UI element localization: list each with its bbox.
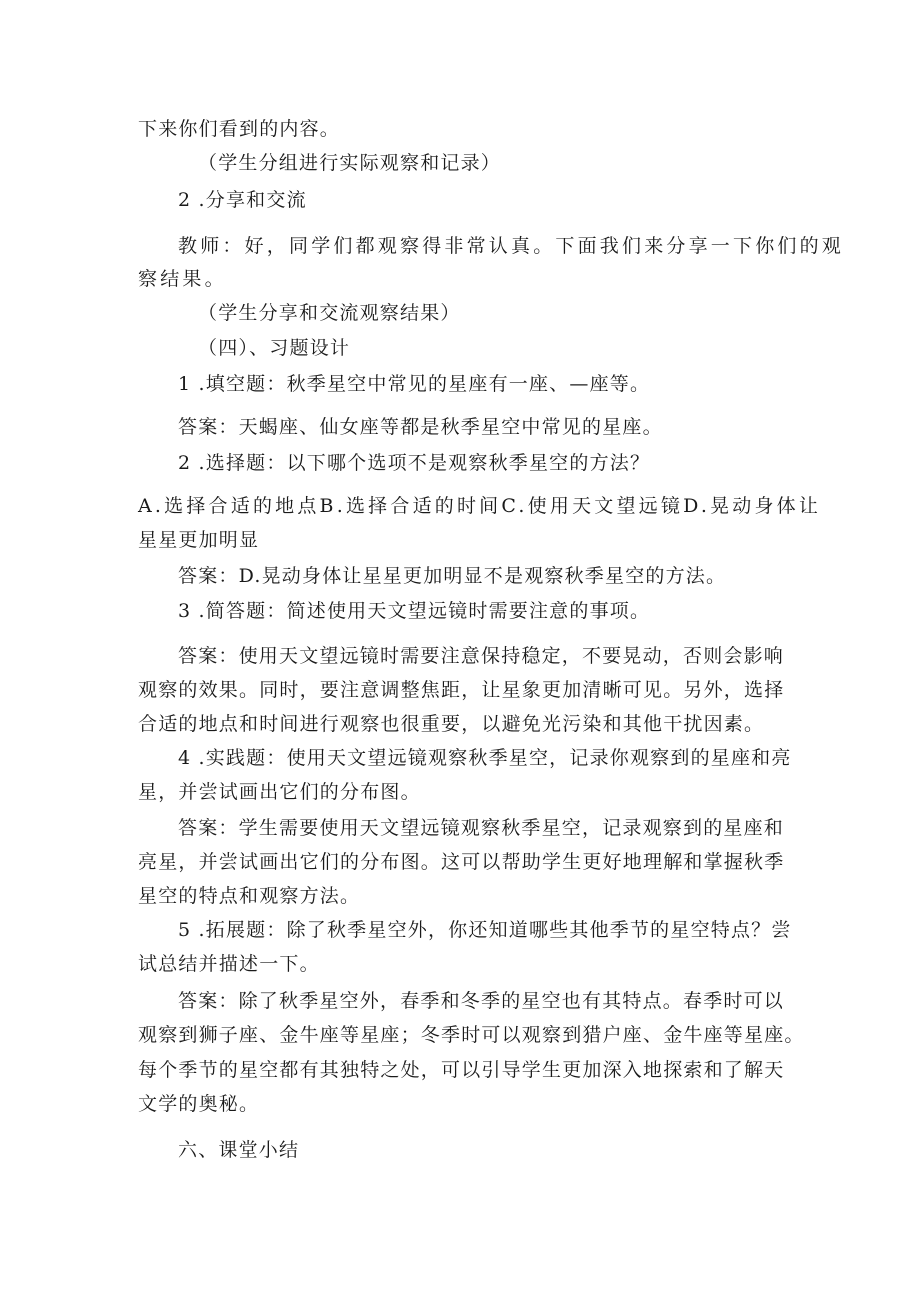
question-line: 星星更加明显 [138, 529, 260, 551]
question-line: 试总结并描述一下。 [138, 953, 320, 975]
answer-line: 观察的效果。同时，要注意调整焦距，让星象更加清晰可见。另外，选择 [138, 679, 785, 701]
question-line: A.选择合适的地点B.选择合适的时间C.使用天文望远镜D.晃动身体让 [138, 495, 822, 517]
paragraph-line: （学生分享和交流观察结果） [198, 302, 461, 324]
question-line: 3 .简答题：简述使用天文望远镜时需要注意的事项。 [178, 600, 651, 622]
section-heading: 六、课堂小结 [178, 1139, 300, 1161]
answer-line: 亮星，并尝试画出它们的分布图。这可以帮助学生更好地理解和掌握秋季 [138, 851, 785, 873]
answer-line: 答案：学生需要使用天文望远镜观察秋季星空，记录观察到的星座和 [178, 817, 785, 839]
paragraph-line: 教师：好，同学们都观察得非常认真。下面我们来分享一下你们的观 [178, 235, 845, 257]
question-line: 5 .拓展题：除了秋季星空外，你还知道哪些其他季节的星空特点？尝 [178, 919, 792, 941]
paragraph-line: （学生分组进行实际观察和记录） [198, 152, 502, 174]
answer-line: 星空的特点和观察方法。 [138, 885, 361, 907]
answer-line: 答案：使用天文望远镜时需要注意保持稳定，不要晃动，否则会影响 [178, 645, 785, 667]
answer-line: 合适的地点和时间进行观察也很重要，以避免光污染和其他干扰因素。 [138, 713, 765, 735]
paragraph-line: 察结果。 [138, 268, 227, 290]
paragraph-line: 下来你们看到的内容。 [138, 118, 341, 140]
answer-line: 观察到狮子座、金牛座等星座；冬季时可以观察到猎户座、金牛座等星座。 [138, 1024, 805, 1046]
answer-line: 答案：天蝎座、仙女座等都是秋季星空中常见的星座。 [178, 416, 663, 438]
section-heading: 2 .分享和交流 [178, 189, 307, 211]
question-line: 1 .填空题：秋季星空中常见的星座有一座、—座等。 [178, 373, 651, 395]
answer-line: 每个季节的星空都有其独特之处，可以引导学生更加深入地探索和了解天 [138, 1059, 785, 1081]
answer-line: 文学的奥秘。 [138, 1093, 260, 1115]
question-line: 星，并尝试画出它们的分布图。 [138, 781, 421, 803]
section-heading: （四）、习题设计 [198, 337, 351, 359]
question-line: 2 .选择题：以下哪个选项不是观察秋季星空的方法？ [178, 452, 651, 474]
answer-line: 答案：D.晃动身体让星星更加明显不是观察秋季星空的方法。 [178, 565, 727, 587]
question-line: 4 .实践题：使用天文望远镜观察秋季星空，记录你观察到的星座和亮 [178, 747, 792, 769]
answer-line: 答案：除了秋季星空外，春季和冬季的星空也有其特点。春季时可以 [178, 990, 785, 1012]
